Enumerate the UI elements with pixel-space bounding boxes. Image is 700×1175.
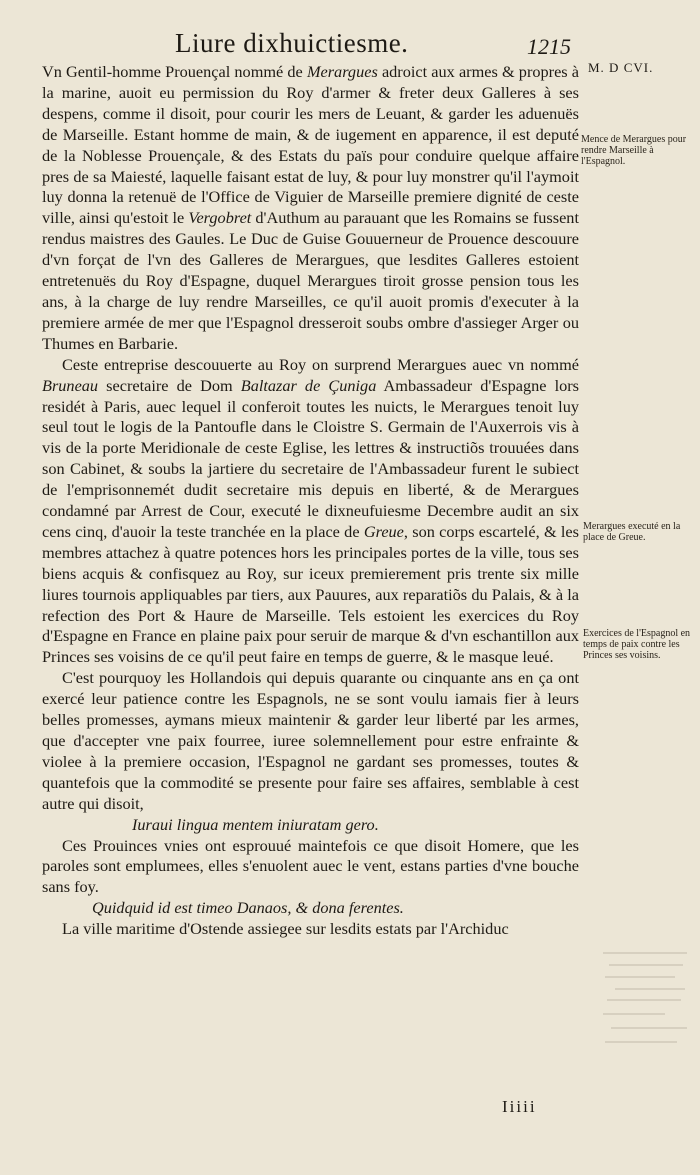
term-vergobret: Vergobret (188, 208, 252, 228)
name-cuniga: Baltazar de Çuniga (240, 375, 377, 395)
main-text-block (42, 62, 579, 940)
margin-note-2: Merargues executé en la place de Greue. (583, 521, 681, 543)
margin-note-3: Exercices de l'Espagnol en temps de paix contre les Princes ses voisins. (583, 628, 691, 661)
latin-quote-1: Iuraui lingua mentem iniuratam gero. (132, 814, 379, 834)
paragraph-1: Vn Gentil-homme Prouençal nommé de Merargues adroict aux armes & propres à la marine, auoit eu permission du Roy d'armer & freter deux Galleres à ses despens, comme il disoit, pour courir les mers de Leuant, & garder les aduenuës de Marseille. Estant homme de main, & de iugement en apparence, il est deputé de la Noblesse Prouençale, & des Estats du païs pour conduire quelque affaire pres de sa Maiesté, laquelle faisant estat de luy, & pour luy monstrer qu'il l'aymoit luy donna la retenuë de l'Office de Viguier de Marseille premiere dignité de ceste ville, ainsi qu'estoit le Vergobret d'Authum au parauant que les Romains se fussent rendus maistres des Gaules. Le Duc de Guise Gouuerneur de Prouence descouure d'vn forçat de l'vn des Galleres de Merargues, que lesdites Galleres estoient entretenuës du Roy d'Espagne, duquel Merargues tiroit grosse pension tous les ans, à la charge de luy rendre Marseilles, ce qu'il auoit promis d'executer à la premiere armée de mer que l'Espagnol dresseroit soubs ombre d'assieger Arger ou Thumes en Barbarie. (42, 62, 580, 353)
year-marginal-mark: M. D CVI. (588, 60, 654, 75)
folio-number: 1215 (527, 34, 571, 59)
paragraph-2: Ceste entreprise descouuerte au Roy on surprend Merargues auec vn nommé Bruneau secretaire de Dom Baltazar de Çuniga Ambassadeur d'Espagne lors residét à Paris, auec lequel il conferoit toutes les nuicts, le Merargues tenoit luy seul tout le logis de la Pantoufle dans le Cloistre S. Germain de l'Auxerrois vis à vis de la porte Meridionale de ceste Eglise, les lettres & instructiõs trouuées dans son Cabinet, & soubs la jartiere du secretaire de l'Ambassadeur furent le subiect de l'emprisonnemét dudit secretaire mis depuis en liberté, & de Merargues condamné par Arrest de Cour, executé le dixneufuiesme Decembre audit an six cens cinq, d'auoir la teste tranchée en la place de Greue, son corps escartelé, & les membres attachez à quatre potences hors les principales portes de la ville, tous ses biens acquis & confisquez au Roy, sur iceux premierement pris trente six mille liures tournois appliquables par tiers, aux Pauures, aux reparatiõs du Palais, & à la refection des Port & Haure de Marseille. Tels estoient les exercices du Roy d'Espagne en France en plaine paix pour seruir de marque & d'vn eschantillon aux Princes ses voisins de ce qu'il peut faire en temps de guerre, & le masque leué. (42, 354, 579, 667)
place-greue: Greue (363, 521, 404, 541)
paragraph-4: Ces Prouinces vnies ont esprouué maintefois ce que disoit Homere, que les paroles sont emplumees, elles s'enuolent auec le vent, estans parties d'vne bouche sans foy. (42, 835, 579, 897)
show-through-marks-2 (595, 990, 695, 1050)
paragraph-3: C'est pourquoy les Hollandois qui depuis quarante ou cinquante ans en ça ont exercé leur patience contre les Espagnols, ne se sont voulu iamais fier à leurs belles promesses, aymans mieux maintenir & garder leur liberté par les armes, que d'accepter vne paix fourree, iuree solemnellement pour estre enfrainte & violee à la premiere occasion, l'Espagnol ne gardant ses promesses, toutes & quantefois que la commodité se presente pour faire ses affaires, semblable à cest autre qui disoit, (42, 668, 579, 813)
latin-quote-2: Quidquid id est timeo Danaos, & dona ferentes. (92, 898, 404, 918)
name-bruneau: Bruneau (42, 375, 99, 395)
name-merargues: Merargues (306, 62, 378, 81)
running-header: Liure dixhuictiesme. (175, 28, 409, 58)
margin-note-1: Mence de Merargues pour rendre Marseille à l'Espagnol. (581, 134, 687, 167)
catchword: Iiiii (502, 1097, 537, 1116)
paragraph-5: La ville maritime d'Ostende assiegee sur lesdits estats par l'Archiduc (62, 919, 509, 939)
